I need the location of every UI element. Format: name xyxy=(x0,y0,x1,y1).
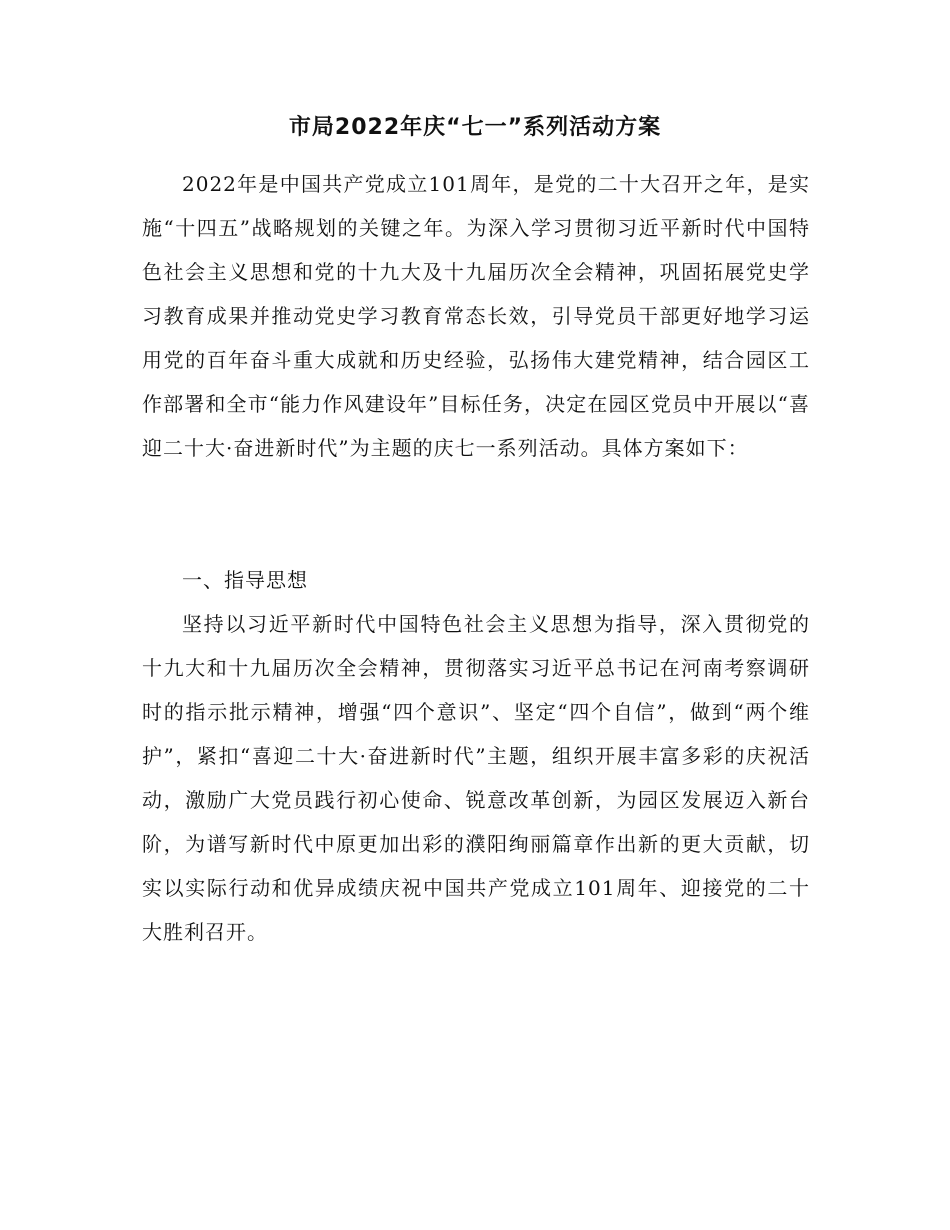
section-heading-guiding-ideology: 一、指导思想 xyxy=(182,568,308,592)
intro-paragraph: 2022年是中国共产党成立101周年，是党的二十大召开之年，是实施“十四五”战略规划的关键之年。为深入学习贯彻习近平新时代中国特色社会主义思想和党的十九大及十九届历次全会精神，巩固拓展党史学习教育成果并推动党史学习教育常态长效，引导党员干部更好地学习运用党的百年奋斗重大成就和历史经验，弘扬伟大建党精神，结合园区工作部署和全市“能力作风建设年”目标任务，决定在园区党员中开展以“喜迎二十大·奋进新时代”为主题的庆七一系列活动。具体方案如下： xyxy=(142,172,810,460)
intro-paragraph-block xyxy=(142,162,810,470)
guiding-ideology-paragraph: 坚持以习近平新时代中国特色社会主义思想为指导，深入贯彻党的十九大和十九届历次全会精神，贯彻落实习近平总书记在河南考察调研时的指示批示精神，增强“四个意识”、坚定“四个自信”，做到“两个维护”，紧扣“喜迎二十大·奋进新时代”主题，组织开展丰富多彩的庆祝活动，激励广大党员践行初心使命、锐意改革创新，为园区发展迈入新台阶，为谱写新时代中原更加出彩的濮阳绚丽篇章作出新的更大贡献，切实以实际行动和优异成绩庆祝中国共产党成立101周年、迎接党的二十大胜利召开。 xyxy=(142,612,810,944)
guiding-ideology-paragraph-block xyxy=(142,602,810,954)
section-heading-block xyxy=(142,558,810,602)
document-title: 市局2022年庆“七一”系列活动方案 xyxy=(288,115,662,140)
